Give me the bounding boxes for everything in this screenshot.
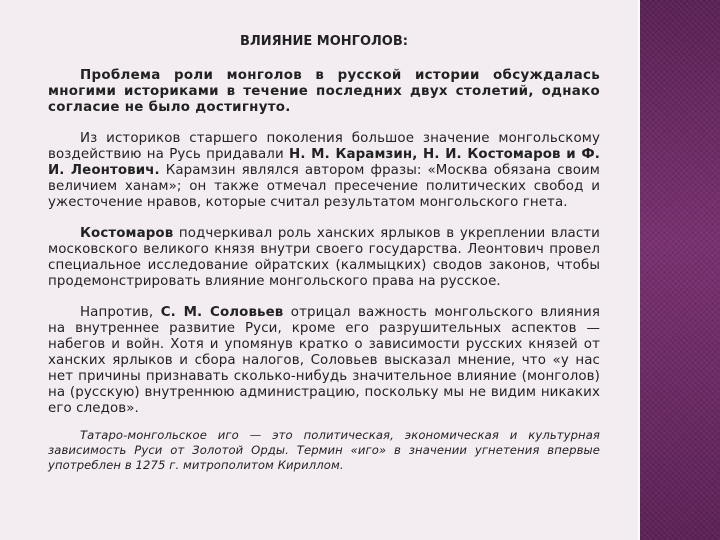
historian-name: С. М. Соловьев	[160, 305, 284, 320]
paragraph-text: отрицал важность монгольского влияния на внутреннее развитие Руси, кроме его разрушительных аспектов — набегов и войн. Хотя и упомянув кратко о зависимости русских князей от ханских ярлыков и сбора налогов, Соловьев высказал мнение, что «у нас нет причины признавать сколько-нибудь значительное влияние (монголов) на (русскую) внутреннюю администрацию, поскольку мы не видим никаких его следов».	[48, 305, 600, 416]
decorative-sidebar	[640, 0, 720, 540]
paragraph-solovyov	[48, 305, 600, 417]
slide-content	[48, 34, 600, 488]
historians-names: Н. М. Карамзин, Н. И. Костомаров и Ф. И. Леонтович.	[48, 147, 600, 178]
note-paragraph: Татаро-монгольское иго — это политическая, экономическая и культурная зависимость Руси от Золотой Орды. Термин «иго» в значении угнетения впервые употреблен в 1275 г. митрополитом Кириллом.	[48, 428, 600, 472]
paragraph-text: Карамзин являлся автором фразы: «Москва обязана своим величием ханам»; он также отмечал пресечение политических свобод и ужесточение нравов, которые считал результатом монгольского гнета.	[48, 163, 600, 210]
paragraph-karamzin	[48, 131, 600, 211]
paragraph-text: подчеркивал роль ханских ярлыков в укреплении власти московского великого князя внутри своего государства. Леонтович провел специальное исследование ойратских (калмыцких) сводов законов, чтобы продемонстрировать влияние монгольского права на русское.	[48, 226, 600, 289]
paragraph-text: Напротив,	[80, 305, 161, 320]
lead-paragraph: Проблема роли монголов в русской истории обсуждалась многими историками в течение последних двух столетий, однако согласие не было достигнуто.	[48, 68, 600, 115]
historian-name: Костомаров	[80, 226, 174, 241]
paragraph-kostomarov	[48, 226, 600, 290]
slide-title: ВЛИЯНИЕ МОНГОЛОВ:	[240, 34, 408, 49]
paragraph-text: Из историков старшего поколения большое значение монгольскому воздействию на Русь придавали	[48, 131, 600, 162]
